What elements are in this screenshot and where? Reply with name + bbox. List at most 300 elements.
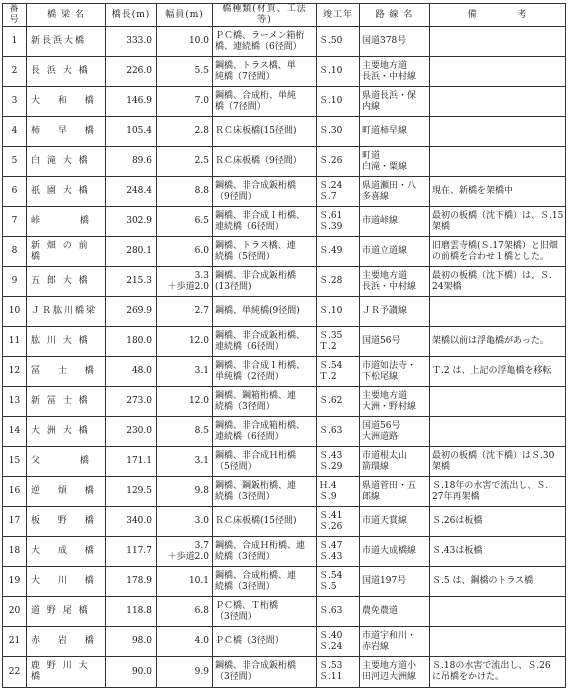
- cell-note: [430, 627, 566, 657]
- cell-width: [157, 207, 213, 237]
- cell-width-line: 9.8: [194, 486, 209, 496]
- cell-type-line: 橋、連続橋（6径間）: [215, 41, 302, 52]
- cell-route: [360, 567, 430, 597]
- cell-note-line: Ｓ.5 は、鋼橋のトラス橋: [432, 576, 534, 586]
- cell-note-line: 最初の板橋（沈下橋）はＳ.30: [432, 450, 555, 461]
- cell-year-line: Ｓ.26: [319, 521, 343, 532]
- cell-no: 18: [3, 537, 27, 567]
- table-row: [3, 57, 566, 87]
- table-row: [3, 657, 566, 688]
- cell-note: [430, 567, 566, 597]
- cell-bridge-name: 逆 熕 橋: [27, 477, 106, 507]
- cell-route-line: 農免農道: [362, 606, 399, 616]
- cell-route: [360, 657, 430, 688]
- cell-width: [157, 327, 213, 357]
- cell-width: [157, 387, 213, 417]
- cell-length: 273.0: [106, 387, 157, 417]
- cell-note: [430, 327, 566, 357]
- table-row: [3, 447, 566, 477]
- cell-type: [213, 117, 317, 147]
- cell-width: [157, 237, 213, 267]
- cell-year-line: Ｓ.54: [319, 570, 343, 581]
- cell-width-line: 5.5: [194, 66, 209, 76]
- cell-type: [213, 387, 317, 417]
- cell-type: [213, 597, 317, 627]
- cell-route: [360, 237, 430, 267]
- cell-length: 48.0: [106, 357, 157, 387]
- cell-width: [157, 27, 213, 57]
- cell-type-line: ＰＣ橋、Ｔ桁橋: [215, 600, 279, 611]
- header-year: 竣工年: [317, 4, 360, 27]
- cell-year-line: Ｓ.43: [319, 551, 343, 562]
- cell-year: [317, 417, 360, 447]
- cell-type-line: 鋼橋、合成桁、単純: [215, 90, 297, 101]
- cell-note: [430, 477, 566, 507]
- cell-type: [213, 207, 317, 237]
- cell-year: [317, 387, 360, 417]
- cell-width: [157, 267, 213, 297]
- cell-type-line: 鋼橋、トラス橋、単: [215, 60, 296, 71]
- cell-note-line: Ｔ.2 は、上記の浮亀橋を移転: [432, 366, 552, 376]
- cell-length: 302.9: [106, 207, 157, 237]
- cell-route: [360, 417, 430, 447]
- cell-note-line: 最初の板橋（沈下橋）は、Ｓ.: [432, 270, 552, 281]
- cell-no: 5: [3, 147, 27, 177]
- cell-length: 269.9: [106, 297, 157, 327]
- cell-route-line: 郎線: [362, 491, 381, 502]
- cell-year-line: Ｓ.41: [319, 510, 343, 521]
- cell-route: [360, 207, 430, 237]
- cell-type-line: 単純橋（2径間）: [215, 371, 284, 382]
- cell-route: [360, 87, 430, 117]
- cell-route-line: 白滝・粟線: [362, 161, 408, 172]
- cell-width-line: 3.7: [194, 540, 209, 551]
- cell-width-line: 4.0: [194, 636, 209, 646]
- cell-route: [360, 117, 430, 147]
- cell-bridge-name: 冨 士 橋: [27, 357, 106, 387]
- cell-note-line: Ｓ.26は板橋: [432, 516, 483, 526]
- cell-length: 248.4: [106, 177, 157, 207]
- cell-route-line: 県道菅田・五: [362, 480, 417, 491]
- table-row: [3, 567, 566, 597]
- cell-bridge-name: 父 橋: [27, 447, 106, 477]
- cell-year-line: Ｓ.24: [319, 180, 343, 191]
- cell-type-line: 鋼橋、単純橋(9径間): [215, 306, 300, 316]
- cell-length: 146.9: [106, 87, 157, 117]
- cell-type: [213, 87, 317, 117]
- header-no: 番号: [3, 4, 27, 27]
- cell-route-line: 市道如法寺・: [362, 360, 417, 371]
- table-row: [3, 177, 566, 207]
- cell-bridge-name: 大 洲 大 橋: [27, 417, 106, 447]
- cell-width: [157, 357, 213, 387]
- cell-type-line: 鋼橋、非合成鈑桁橋: [215, 270, 297, 281]
- cell-width-line: 2.5: [194, 156, 209, 166]
- cell-year: [317, 27, 360, 57]
- cell-no: 1: [3, 27, 27, 57]
- cell-route-line: 多喜線: [362, 191, 390, 202]
- cell-width-line: 12.0: [188, 336, 209, 346]
- cell-width-line: 9.9: [194, 666, 209, 677]
- cell-year-line: Ｓ.35: [319, 330, 343, 341]
- cell-no: 7: [3, 207, 27, 237]
- cell-route: [360, 57, 430, 87]
- cell-year-line: Ｓ.11: [319, 672, 343, 682]
- cell-bridge-name: 肱 川 大 橋: [27, 327, 106, 357]
- cell-width: [157, 567, 213, 597]
- cell-type: [213, 507, 317, 537]
- header-type: 橋種類(材質、工法等): [213, 4, 317, 27]
- table-row: [3, 537, 566, 567]
- cell-year-line: Ｓ.61: [319, 210, 343, 221]
- cell-route-line: 主要地方道: [362, 270, 408, 281]
- cell-type: [213, 27, 317, 57]
- cell-type-line: 連続橋（6径間）: [215, 221, 284, 232]
- cell-year-line: Ｓ.7: [319, 191, 337, 202]
- cell-note-line: 旧磨雲寺橋(Ｓ.17架橋）と旧畑: [432, 240, 558, 251]
- cell-year: [317, 507, 360, 537]
- cell-route-line: ＪＲ予讃線: [362, 306, 408, 316]
- cell-note: [430, 597, 566, 627]
- cell-note-line: 24架橋: [432, 281, 462, 292]
- cell-no: 13: [3, 387, 27, 417]
- cell-year: [317, 447, 360, 477]
- cell-width-line: 8.8: [194, 186, 209, 196]
- cell-note: [430, 87, 566, 117]
- cell-note-line: Ｓ.18の水害で流出し、Ｓ.26: [432, 661, 551, 671]
- cell-year-line: Ｓ.28: [319, 276, 343, 286]
- cell-year-line: Ｓ.50: [319, 36, 343, 46]
- cell-route: [360, 27, 430, 57]
- cell-route-line: 国道197号: [362, 576, 407, 586]
- cell-bridge-name: 道 野 尾 橋: [27, 597, 106, 627]
- cell-year-line: Ｓ.10: [319, 66, 343, 76]
- cell-route-line: 赤岩線: [362, 641, 390, 652]
- cell-width-line: 3.1: [194, 456, 209, 466]
- cell-note: [430, 447, 566, 477]
- table-row: [3, 87, 566, 117]
- cell-type-line: 鋼橋、非合成箱桁橋、: [215, 420, 306, 431]
- cell-width-line: 7.0: [194, 96, 209, 106]
- cell-year-line: Ｓ.63: [319, 426, 343, 436]
- cell-year-line: Ｓ.39: [319, 221, 343, 232]
- cell-year: [317, 267, 360, 297]
- cell-type-line: 続橋（3径間）: [215, 551, 275, 562]
- cell-type-line: 続橋（5径間）: [215, 251, 275, 262]
- cell-bridge-name: 白 滝 大 橋: [27, 147, 106, 177]
- table-row: [3, 207, 566, 237]
- cell-route: [360, 507, 430, 537]
- cell-type-line: （3径間）: [215, 611, 257, 622]
- cell-bridge-name: 新長浜大橋: [27, 27, 106, 57]
- table-body: [3, 27, 566, 688]
- cell-note-line: 架橋: [432, 221, 451, 232]
- cell-width: [157, 507, 213, 537]
- cell-type-line: 鋼橋、合成Ｈ桁橋、連: [215, 540, 306, 551]
- cell-no: 19: [3, 567, 27, 597]
- cell-type: [213, 237, 317, 267]
- cell-length: 230.0: [106, 417, 157, 447]
- cell-year-line: Ｓ.63: [319, 606, 343, 616]
- cell-year: [317, 177, 360, 207]
- cell-note-line: 27年再架橋: [432, 491, 480, 502]
- cell-route-line: 大洲道路: [362, 431, 399, 442]
- cell-route-line: 主要地方道: [362, 60, 408, 71]
- cell-note-line: Ｓ.18年の水害で流出し、Ｓ.: [432, 480, 549, 491]
- cell-bridge-name: 新 畑 の 前 橋: [27, 237, 106, 267]
- cell-no: 10: [3, 297, 27, 327]
- cell-width: [157, 597, 213, 627]
- cell-note: [430, 507, 566, 537]
- cell-width: [157, 87, 213, 117]
- table-row: [3, 357, 566, 387]
- cell-year: [317, 297, 360, 327]
- cell-year: [317, 57, 360, 87]
- cell-type: [213, 177, 317, 207]
- cell-year-line: Ｔ.2: [319, 341, 337, 352]
- cell-type-line: ＲＣ床板橋(15径間): [215, 516, 297, 526]
- cell-type-line: 鋼橋、合成桁橋、連: [215, 570, 297, 581]
- cell-year-line: Ｓ.5: [319, 581, 337, 592]
- header-route: 路 線 名: [360, 4, 430, 27]
- cell-note-line: 架橋以前は浮亀橋があった。: [432, 336, 549, 346]
- table-row: [3, 477, 566, 507]
- cell-year-line: Ｓ.40: [319, 630, 343, 641]
- cell-no: 14: [3, 417, 27, 447]
- cell-note: [430, 147, 566, 177]
- cell-note-line: の前橋を合わせ１橋とした。: [432, 251, 550, 262]
- cell-year: [317, 477, 360, 507]
- cell-type-line: ＰＣ橋、ラーメン箱桁: [215, 30, 305, 41]
- cell-width-line: 12.0: [188, 396, 209, 406]
- cell-length: 178.9: [106, 567, 157, 597]
- cell-width: [157, 447, 213, 477]
- cell-no: 3: [3, 87, 27, 117]
- cell-type: [213, 327, 317, 357]
- cell-year-line: Ｓ.24: [319, 641, 343, 652]
- cell-no: 11: [3, 327, 27, 357]
- cell-type: [213, 657, 317, 688]
- cell-year: [317, 567, 360, 597]
- cell-bridge-name: 新 冨 士 橋: [27, 387, 106, 417]
- cell-year: [317, 627, 360, 657]
- cell-year-line: Ｓ.29: [319, 461, 343, 472]
- cell-width: [157, 57, 213, 87]
- cell-route: [360, 267, 430, 297]
- cell-note: [430, 27, 566, 57]
- bridge-table-container: [2, 3, 566, 688]
- cell-note: [430, 387, 566, 417]
- cell-type: [213, 567, 317, 597]
- table-row: [3, 297, 566, 327]
- cell-type: [213, 447, 317, 477]
- cell-width: [157, 627, 213, 657]
- cell-year: [317, 537, 360, 567]
- cell-length: 89.6: [106, 147, 157, 177]
- cell-year: [317, 117, 360, 147]
- cell-type-line: 連続橋（6径間）: [215, 431, 284, 442]
- cell-type-line: ＲＣ床板橋（9径間）: [215, 156, 302, 166]
- cell-width-line: 2.7: [194, 306, 209, 316]
- cell-route: [360, 477, 430, 507]
- cell-type-line: 続橋（3径間）: [215, 491, 275, 502]
- cell-no: 8: [3, 237, 27, 267]
- cell-length: 333.0: [106, 27, 157, 57]
- cell-length: 90.0: [106, 657, 157, 688]
- cell-route: [360, 357, 430, 387]
- cell-route-line: 内線: [362, 101, 381, 112]
- cell-year: [317, 597, 360, 627]
- cell-bridge-name: ＪＲ肱川橋梁: [27, 297, 106, 327]
- cell-note: [430, 207, 566, 237]
- cell-type-line: 鋼橋、非合成鈑桁橋: [215, 661, 297, 671]
- cell-bridge-name: 板 野 橋: [27, 507, 106, 537]
- cell-route-line: 市道天賞線: [362, 516, 408, 526]
- cell-route-line: 長浜・中村線: [362, 71, 417, 82]
- cell-year-line: Ｓ.47: [319, 540, 343, 551]
- cell-year-line: Ｓ.53: [319, 661, 343, 671]
- cell-no: 17: [3, 507, 27, 537]
- header-name: 橋 梁 名: [27, 4, 106, 27]
- cell-route-line: 大洲・野村線: [362, 401, 417, 412]
- table-row: [3, 267, 566, 297]
- cell-width-line: 3.1: [194, 366, 209, 376]
- cell-length: 340.0: [106, 507, 157, 537]
- cell-type-line: 純橋（7径間）: [215, 71, 275, 82]
- table-row: [3, 147, 566, 177]
- table-row: [3, 387, 566, 417]
- cell-note: [430, 417, 566, 447]
- cell-year-line: Ｓ.10: [319, 306, 343, 316]
- cell-year-line: Ｓ.43: [319, 450, 343, 461]
- table-row: [3, 597, 566, 627]
- cell-length: 226.0: [106, 57, 157, 87]
- header-length: 橋長(m): [106, 4, 157, 27]
- cell-length: 117.7: [106, 537, 157, 567]
- cell-route-line: 市道立道線: [362, 246, 408, 256]
- cell-route: [360, 297, 430, 327]
- cell-width: [157, 177, 213, 207]
- cell-no: 15: [3, 447, 27, 477]
- header-note: 備 考: [430, 4, 566, 27]
- cell-note: [430, 117, 566, 147]
- cell-year-line: Ｔ.2: [319, 371, 337, 382]
- cell-type-line: ＲＣ床板橋(15径間): [215, 126, 297, 136]
- cell-no: 21: [3, 627, 27, 657]
- cell-width: [157, 417, 213, 447]
- cell-type: [213, 417, 317, 447]
- cell-year: [317, 657, 360, 688]
- cell-route: [360, 537, 430, 567]
- table-row: [3, 507, 566, 537]
- cell-width-line: 10.1: [188, 576, 209, 586]
- cell-type: [213, 147, 317, 177]
- cell-bridge-name: 柿 早 橋: [27, 117, 106, 147]
- cell-year: [317, 327, 360, 357]
- cell-note-line: 現在、新橋を架橋中: [432, 186, 514, 196]
- table-row: [3, 627, 566, 657]
- cell-type-line: (13径間): [215, 281, 252, 292]
- cell-length: 98.0: [106, 627, 157, 657]
- cell-note-line: 最初の板橋（沈下橋）は、Ｓ.15: [432, 210, 564, 221]
- cell-note-line: Ｓ.43は板橋: [432, 546, 483, 556]
- cell-width-line: ＋歩道2.0: [167, 551, 209, 562]
- cell-width: [157, 477, 213, 507]
- cell-type-line: 鋼橋、非合成鈑桁橋、: [215, 330, 306, 341]
- cell-type-line: 鋼橋、鋼鈑桁橋、連: [215, 480, 297, 491]
- cell-type: [213, 477, 317, 507]
- cell-length: 180.0: [106, 327, 157, 357]
- cell-route-line: 町道: [362, 150, 381, 161]
- cell-route-line: 町道柿早線: [362, 126, 408, 136]
- cell-width-line: 6.8: [194, 606, 209, 616]
- cell-route-line: 国道56号: [362, 336, 401, 346]
- cell-route-line: 長浜・中村線: [362, 281, 417, 292]
- cell-route: [360, 387, 430, 417]
- cell-route: [360, 327, 430, 357]
- cell-type-line: 橋（7径間）: [215, 101, 266, 112]
- bridge-table: [2, 3, 566, 688]
- cell-route-line: 市道根太山: [362, 450, 408, 461]
- cell-width: [157, 117, 213, 147]
- cell-type-line: 鋼橋、鋼箱桁橋、連: [215, 390, 297, 401]
- cell-width-line: ＋歩道2.0: [167, 281, 209, 292]
- cell-no: 6: [3, 177, 27, 207]
- cell-route-line: 国道378号: [362, 36, 407, 46]
- cell-bridge-name: 鹿 野 川 大 橋: [27, 657, 106, 688]
- cell-year-line: Ｓ.30: [319, 126, 343, 136]
- cell-bridge-name: 大 川 橋: [27, 567, 106, 597]
- cell-length: 215.3: [106, 267, 157, 297]
- cell-no: 20: [3, 597, 27, 627]
- cell-year: [317, 357, 360, 387]
- cell-route-line: 主要地方道: [362, 390, 408, 401]
- cell-type-line: 連続橋（6径間）: [215, 341, 284, 352]
- header-row: [3, 4, 566, 27]
- cell-no: 2: [3, 57, 27, 87]
- cell-width-line: 10.0: [188, 36, 209, 46]
- cell-route-line: 県道瀬田・八: [362, 180, 417, 191]
- cell-route-line: 田河辺大洲線: [362, 672, 417, 682]
- cell-type-line: （3径間）: [215, 672, 257, 682]
- cell-note-line: に吊橋をかけた。: [432, 672, 505, 682]
- cell-type: [213, 57, 317, 87]
- cell-route: [360, 597, 430, 627]
- cell-year-line: Ｓ.54: [319, 360, 343, 371]
- cell-route-line: 箭環線: [362, 461, 390, 472]
- cell-route-line: 市道大成橋線: [362, 546, 417, 556]
- cell-type-line: 鋼橋、非合成Ｉ桁橋、: [215, 360, 306, 371]
- cell-width: [157, 657, 213, 688]
- table-row: [3, 417, 566, 447]
- cell-year-line: Ｓ.9: [319, 491, 337, 502]
- cell-year: [317, 87, 360, 117]
- cell-type-line: 鋼橋、非合成Ｈ桁橋: [215, 450, 297, 461]
- cell-width-line: 3.3: [194, 270, 209, 281]
- cell-note: [430, 267, 566, 297]
- cell-length: 129.5: [106, 477, 157, 507]
- cell-route: [360, 147, 430, 177]
- cell-year-line: Ｓ.49: [319, 246, 343, 256]
- cell-bridge-name: 大 和 橋: [27, 87, 106, 117]
- cell-type-line: 続橋（3径間）: [215, 401, 275, 412]
- cell-year-line: Ｓ.26: [319, 156, 343, 166]
- cell-route-line: 主要地方道小: [362, 661, 417, 671]
- cell-width-line: 6.5: [194, 216, 209, 226]
- cell-width-line: 8.5: [194, 426, 209, 436]
- cell-width-line: 6.0: [194, 246, 209, 256]
- cell-bridge-name: 峠 橋: [27, 207, 106, 237]
